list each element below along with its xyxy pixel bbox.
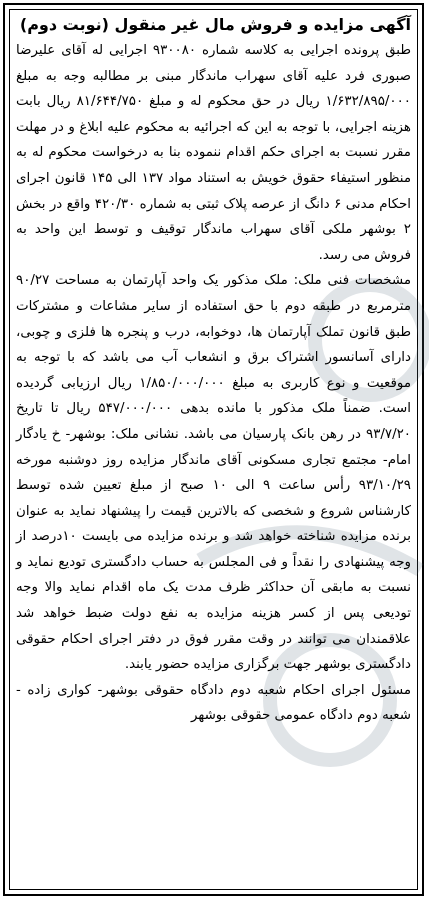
notice-content <box>16 14 411 885</box>
notice-paragraph-details: مشخصات فنی ملک: ملک مذکور یک واحد آپارتمان به مساحت ۹۰/۲۷ مترمربع در طبقه دوم با حق استفاده از سایر مشاعات و مشترکات طبق قانون تملک آپارتمان ها، دوخوابه، درب و پنجره ها فلزی و چوبی، دارای آسانسور اشتراک برق و انشعاب آب می باشد که با توجه به موقعیت و نوع کاربری به مبلغ ۱/۸۵۰/۰۰۰/۰۰۰ ریال ارزیابی گردیده است. ضمناً ملک مذکور با مانده بدهی ۵۴۷/۰۰۰/۰۰۰ ریال تا تاریخ ۹۳/۷/۲۰ در رهن بانک پارسیان می باشد. نشانی ملک: بوشهر- خ یادگار امام- مجتمع تجاری مسکونی آقای ماندگار مزایده روز دوشنبه مورخه ۹۳/۱۰/۲۹ رأس ساعت ۹ الی ۱۰ صبح از مبلغ تعیین شده توسط کارشناس شروع و شخصی که بالاترین قیمت را پیشنهاد نماید به عنوان برنده مزایده شناخته خواهد شد و برنده مزایده می بایست ۱۰درصد از وجه پیشنهادی را نقداً و فی المجلس به حساب دادگستری تودیع نماید و نسبت به مابقی آن حداکثر ظرف مدت یک ماه اقدام نماید والا وجه تودیعی پس از کسر هزینه مزایده به نفع دولت ضبط خواهد شد علاقمندان می توانند در وقت مقرر فوق در دفتر اجرای احکام حقوقی دادگستری بوشهر جهت برگزاری مزایده حضور یابند. <box>16 273 411 673</box>
notice-paragraph-intro: طبق پرونده اجرایی به کلاسه شماره ۹۳۰۰۸۰ اجرایی له آقای علیرضا صبوری فرد علیه آقای سهراب ماندگار مبنی بر مطالبه وجه به مبلغ ۱/۶۳۲/۸۹۵/۰۰۰ ریال در حق محکوم له و مبلغ ۸۱/۶۴۴/۷۵۰ ریال بابت هزینه اجرایی، با توجه به این که اجرائیه به محکوم علیه ابلاغ و در مهلت مقرر نسبت به اجرای حکم اقدام ننموده بنا به درخواست محکوم له به منظور استیفاء حقوق خویش به استناد مواد ۱۳۷ الی ۱۴۵ قانون اجرای احکام مدنی ۶ دانگ از عرصه پلاک ثبتی به شماره ۴۲۰/۳۰ واقع در بخش ۲ بوشهر ملکی آقای سهراب ماندگار توقیف و توسط این واحد به فروش می رسد. <box>16 43 411 263</box>
notice-frame <box>3 3 424 896</box>
notice-title: آگهی مزایده و فروش مال غیر منقول (نوبت دوم) <box>19 15 411 34</box>
notice-inner-border <box>9 9 418 890</box>
notice-paragraph-signature: مسئول اجرای احکام شعبه دوم دادگاه حقوقی بوشهر- کواری زاده - شعبه دوم دادگاه عمومی حقوقی بوشهر <box>16 682 411 724</box>
